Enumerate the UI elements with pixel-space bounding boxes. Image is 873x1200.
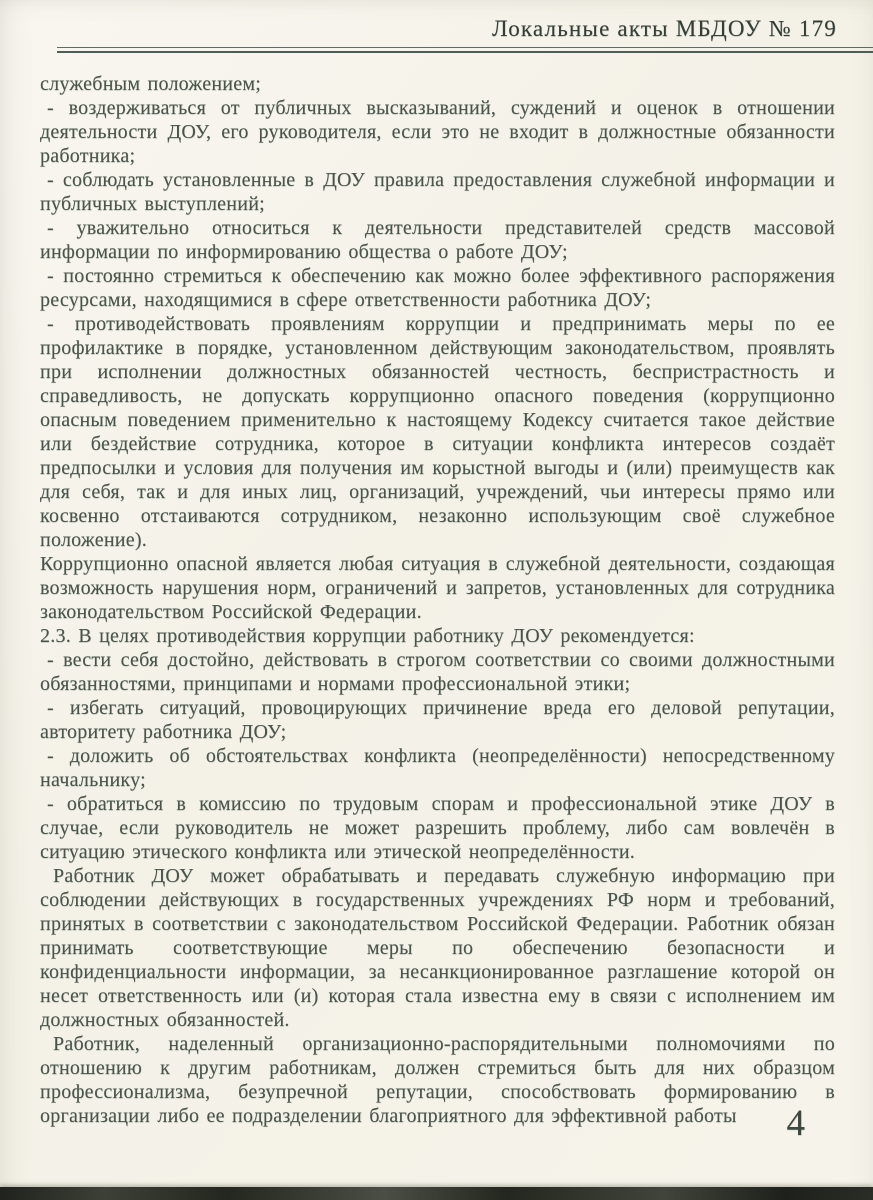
- paragraph: служебным положением;: [40, 73, 262, 95]
- document-body: [40, 72, 835, 1128]
- paragraph: Работник, наделенный организационно-распорядительными полномочиями по отношению к другим работникам, должен стремиться быть для них образцом профессионализма, безупречной репутации, способствовать формированию в организации либо ее подразделении благоприятного для эффективной работы: [40, 1033, 835, 1127]
- paragraph: - обратиться в комиссию по трудовым спорам и профессиональной этике ДОУ в случае, если руководитель не может разрешить проблему, либо сам вовлечён в ситуацию этического конфликта или этической неопределённости.: [40, 793, 835, 863]
- page-number: 4: [786, 1103, 805, 1144]
- paragraph: - доложить об обстоятельствах конфликта (неопределённости) непосредственному начальнику;: [40, 745, 835, 791]
- scan-edge-strip: [0, 1187, 873, 1200]
- paragraph: 2.3. В целях противодействия коррупции работнику ДОУ рекомендуется:: [40, 625, 695, 647]
- paragraph: - вести себя достойно, действовать в строгом соответствии со своими должностными обязанностями, принципами и нормами профессиональной этики;: [40, 649, 835, 695]
- header-title: Локальные акты МБДОУ № 179: [491, 16, 837, 41]
- header-rule: [57, 47, 873, 53]
- paragraph: - уважительно относиться к деятельности представителей средств массовой информации по информированию общества о работе ДОУ;: [40, 217, 835, 263]
- paragraph: - соблюдать установленные в ДОУ правила предоставления служебной информации и публичных выступлений;: [40, 169, 835, 215]
- paragraph: - противодействовать проявлениям коррупции и предпринимать меры по ее профилактике в порядке, установленном действующим законодательством, проявлять при исполнении должностных обязанностей честность, беспристрастность и справедливость, не допускать коррупционно опасного поведения (коррупционно опасным поведением применительно к настоящему Кодексу считается такое действие или бездействие сотрудника, которое в ситуации конфликта интересов создаёт предпосылки и условия для получения им корыстной выгоды и (или) преимуществ как для себя, так и для иных лиц, организаций, учреждений, чьи интересы прямо или косвенно отстаиваются сотрудником, незаконно использующим своё служебное положение).: [40, 313, 835, 551]
- paragraph: Работник ДОУ может обрабатывать и передавать служебную информацию при соблюдении действующих в государственных учреждениях РФ норм и требований, принятых в соответствии с законодательством Российской Федерации. Работник обязан принимать соответствующие меры по обеспечению безопасности и конфиденциальности информации, за несанкционированное разглашение которой он несет ответственность или (и) которая стала известна ему в связи с исполнением им должностных обязанностей.: [40, 865, 835, 1031]
- paragraph: - избегать ситуаций, провоцирующих причинение вреда его деловой репутации, авторитету работника ДОУ;: [40, 697, 835, 743]
- paragraph: Коррупционно опасной является любая ситуация в служебной деятельности, создающая возможность нарушения норм, ограничений и запретов, установленных для сотрудника законодательством Российской Федерации.: [40, 553, 835, 623]
- paragraph: - постоянно стремиться к обеспечению как можно более эффективного распоряжения ресурсами, находящимися в сфере ответственности работника ДОУ;: [40, 265, 835, 311]
- paragraph: - воздерживаться от публичных высказываний, суждений и оценок в отношении деятельности ДОУ, его руководителя, если это не входит в должностные обязанности работника;: [40, 97, 835, 167]
